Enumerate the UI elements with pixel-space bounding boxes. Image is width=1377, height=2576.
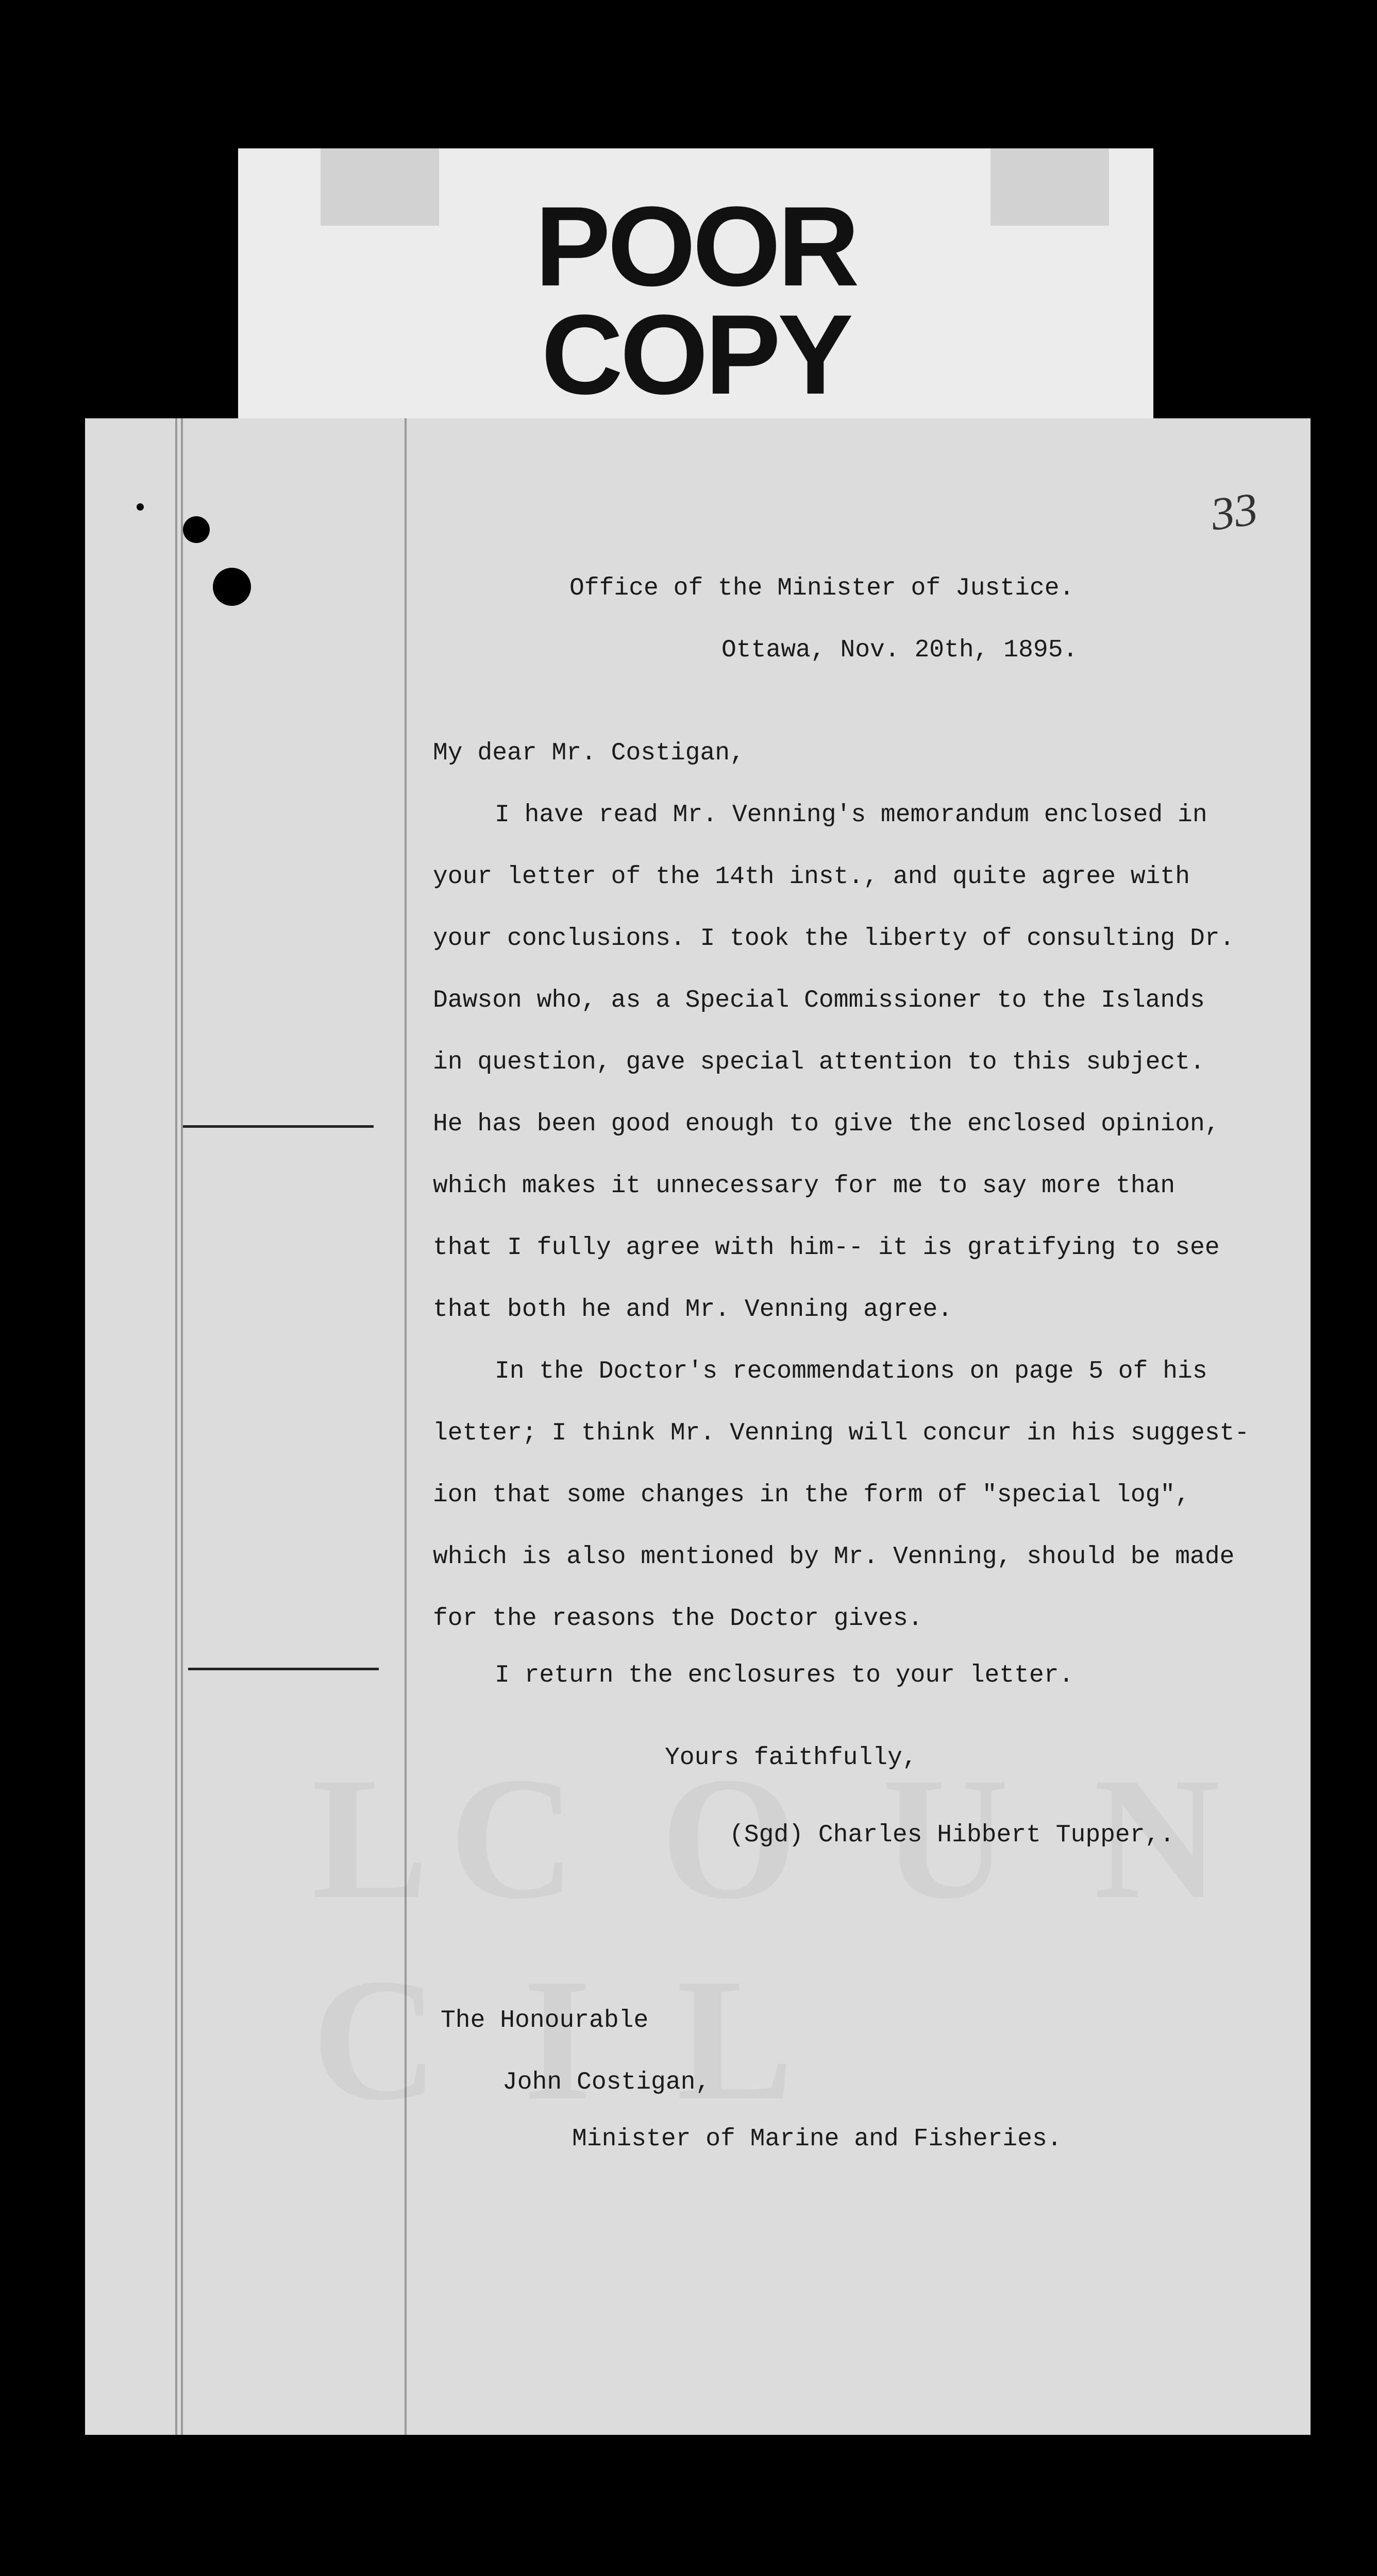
office-heading: Office of the Minister of Justice. bbox=[569, 574, 1074, 602]
addressee-line: The Honourable bbox=[441, 2007, 649, 2035]
punch-hole bbox=[183, 516, 210, 543]
page-number: 33 bbox=[1207, 483, 1261, 540]
poor-copy-line-1: POOR bbox=[535, 183, 857, 310]
addressee-line: Minister of Marine and Fisheries. bbox=[572, 2125, 1062, 2153]
poor-copy-line-2: COPY bbox=[541, 291, 850, 418]
poor-copy-card bbox=[238, 148, 1153, 427]
closing: Yours faithfully, bbox=[665, 1744, 917, 1772]
body-line: letter; I think Mr. Venning will concur in his suggest- bbox=[433, 1419, 1250, 1447]
bleed-through-mark bbox=[312, 1737, 1311, 2140]
body-line: ion that some changes in the form of "special log", bbox=[433, 1481, 1190, 1509]
body-line: Dawson who, as a Special Commissioner to the Islands bbox=[433, 987, 1205, 1014]
body-line: in question, gave special attention to this subject. bbox=[433, 1048, 1205, 1076]
body-line: In the Doctor's recommendations on page 5 of his bbox=[495, 1358, 1207, 1385]
body-line: that I fully agree with him-- it is gratifying to see bbox=[433, 1234, 1220, 1262]
body-line: your letter of the 14th inst., and quite agree with bbox=[433, 863, 1190, 891]
signature: (Sgd) Charles Hibbert Tupper,. bbox=[729, 1821, 1175, 1849]
addressee-line: John Costigan, bbox=[502, 2069, 711, 2096]
salutation: My dear Mr. Costigan, bbox=[433, 739, 745, 767]
body-line: your conclusions. I took the liberty of consulting Dr. bbox=[433, 925, 1235, 953]
body-line: which makes it unnecessary for me to say more than bbox=[433, 1172, 1176, 1200]
margin-rule bbox=[181, 418, 183, 2435]
letter-sheet bbox=[85, 418, 1311, 2435]
letter-date: Ottawa, Nov. 20th, 1895. bbox=[721, 636, 1078, 664]
body-line: I return the enclosures to your letter. bbox=[495, 1662, 1074, 1689]
body-line: for the reasons the Doctor gives. bbox=[433, 1605, 923, 1633]
body-line: which is also mentioned by Mr. Venning, should be made bbox=[433, 1543, 1235, 1571]
margin-dash bbox=[188, 1668, 379, 1670]
margin-dash bbox=[183, 1125, 374, 1128]
body-line: I have read Mr. Venning's memorandum enclosed in bbox=[495, 801, 1207, 829]
body-line: that both he and Mr. Venning agree. bbox=[433, 1296, 953, 1324]
ink-spot bbox=[137, 503, 144, 511]
body-line: He has been good enough to give the enclosed opinion, bbox=[433, 1110, 1220, 1138]
punch-hole bbox=[213, 568, 251, 606]
margin-rule bbox=[175, 418, 177, 2435]
